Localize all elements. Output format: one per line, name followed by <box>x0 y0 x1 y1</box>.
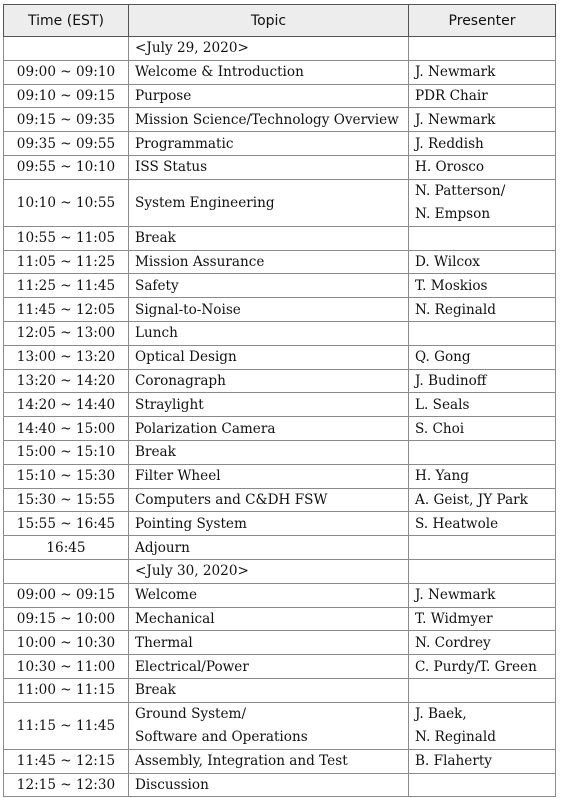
presenter-cell: T. Widmyer <box>409 607 556 631</box>
table-row <box>4 417 556 441</box>
topic-cell: Welcome & Introduction <box>129 60 409 84</box>
presenter-cell: J. Newmark <box>409 108 556 132</box>
time-cell: 09:35 ~ 09:55 <box>4 132 129 156</box>
presenter-cell: S. Heatwole <box>409 512 556 536</box>
table-row <box>4 583 556 607</box>
time-cell <box>4 559 129 583</box>
topic-cell: Mission Assurance <box>129 250 409 274</box>
agenda-body <box>4 37 556 797</box>
time-cell: 09:10 ~ 09:15 <box>4 84 129 108</box>
presenter-cell: L. Seals <box>409 393 556 417</box>
table-row <box>4 108 556 132</box>
topic-cell: Filter Wheel <box>129 464 409 488</box>
table-row <box>4 321 556 345</box>
presenter-cell <box>409 179 556 226</box>
presenter-cell: H. Orosco <box>409 155 556 179</box>
time-cell <box>4 37 129 61</box>
time-cell: 11:45 ~ 12:15 <box>4 749 129 773</box>
topic-cell: Polarization Camera <box>129 417 409 441</box>
header-time: Time (EST) <box>4 5 129 37</box>
presenter-cell: J. Newmark <box>409 583 556 607</box>
time-cell: 16:45 <box>4 536 129 560</box>
table-row <box>4 440 556 464</box>
table-row <box>4 250 556 274</box>
time-cell: 15:30 ~ 15:55 <box>4 488 129 512</box>
time-cell: 14:20 ~ 14:40 <box>4 393 129 417</box>
presenter-cell: PDR Chair <box>409 84 556 108</box>
presenter-cell: B. Flaherty <box>409 749 556 773</box>
topic-cell: ISS Status <box>129 155 409 179</box>
table-row <box>4 655 556 679</box>
presenter-cell-line: N. Empson <box>415 205 491 222</box>
table-row <box>4 464 556 488</box>
topic-cell: Coronagraph <box>129 369 409 393</box>
table-row <box>4 749 556 773</box>
presenter-cell-line: J. Baek, <box>415 705 467 722</box>
presenter-cell: Q. Gong <box>409 345 556 369</box>
topic-cell: Welcome <box>129 583 409 607</box>
presenter-cell: J. Newmark <box>409 60 556 84</box>
time-cell: 15:10 ~ 15:30 <box>4 464 129 488</box>
presenter-cell <box>409 226 556 250</box>
topic-cell: Assembly, Integration and Test <box>129 749 409 773</box>
table-row <box>4 773 556 797</box>
presenter-cell <box>409 773 556 797</box>
time-cell: 11:00 ~ 11:15 <box>4 678 129 702</box>
presenter-cell: H. Yang <box>409 464 556 488</box>
topic-cell: Break <box>129 226 409 250</box>
table-row <box>4 607 556 631</box>
presenter-cell: D. Wilcox <box>409 250 556 274</box>
topic-cell <box>129 702 409 749</box>
presenter-cell <box>409 440 556 464</box>
topic-cell: Electrical/Power <box>129 655 409 679</box>
time-cell: 09:55 ~ 10:10 <box>4 155 129 179</box>
table-row <box>4 345 556 369</box>
topic-cell: Break <box>129 678 409 702</box>
time-cell: 11:25 ~ 11:45 <box>4 274 129 298</box>
table-row <box>4 512 556 536</box>
time-cell: 09:00 ~ 09:15 <box>4 583 129 607</box>
table-row <box>4 488 556 512</box>
presenter-cell: N. Cordrey <box>409 631 556 655</box>
time-cell: 13:20 ~ 14:20 <box>4 369 129 393</box>
time-cell: 15:55 ~ 16:45 <box>4 512 129 536</box>
presenter-cell <box>409 702 556 749</box>
presenter-cell <box>409 678 556 702</box>
topic-cell: Straylight <box>129 393 409 417</box>
topic-cell: Signal-to-Noise <box>129 298 409 322</box>
presenter-cell <box>409 321 556 345</box>
topic-cell: Pointing System <box>129 512 409 536</box>
table-row <box>4 274 556 298</box>
table-row <box>4 631 556 655</box>
topic-cell: <July 30, 2020> <box>129 559 409 583</box>
time-cell: 10:00 ~ 10:30 <box>4 631 129 655</box>
time-cell: 14:40 ~ 15:00 <box>4 417 129 441</box>
topic-cell-line: Software and Operations <box>135 728 308 745</box>
presenter-cell: J. Reddish <box>409 132 556 156</box>
topic-cell: Computers and C&DH FSW <box>129 488 409 512</box>
presenter-cell: A. Geist, JY Park <box>409 488 556 512</box>
time-cell: 09:15 ~ 09:35 <box>4 108 129 132</box>
table-row <box>4 559 556 583</box>
table-row <box>4 84 556 108</box>
time-cell: 13:00 ~ 13:20 <box>4 345 129 369</box>
time-cell: 11:45 ~ 12:05 <box>4 298 129 322</box>
topic-cell: System Engineering <box>129 179 409 226</box>
table-row <box>4 37 556 61</box>
table-row <box>4 298 556 322</box>
table-row <box>4 132 556 156</box>
table-row <box>4 678 556 702</box>
topic-cell: Adjourn <box>129 536 409 560</box>
topic-cell: Safety <box>129 274 409 298</box>
presenter-cell: C. Purdy/T. Green <box>409 655 556 679</box>
presenter-cell: J. Budinoff <box>409 369 556 393</box>
time-cell: 15:00 ~ 15:10 <box>4 440 129 464</box>
presenter-cell <box>409 536 556 560</box>
topic-cell: Discussion <box>129 773 409 797</box>
table-row <box>4 536 556 560</box>
time-cell: 12:05 ~ 13:00 <box>4 321 129 345</box>
table-row <box>4 179 556 226</box>
header-topic: Topic <box>129 5 409 37</box>
presenter-cell <box>409 559 556 583</box>
topic-cell: Programmatic <box>129 132 409 156</box>
time-cell: 11:15 ~ 11:45 <box>4 702 129 749</box>
table-row <box>4 155 556 179</box>
time-cell: 09:15 ~ 10:00 <box>4 607 129 631</box>
agenda-table <box>3 4 556 797</box>
header-row <box>4 5 556 37</box>
table-row <box>4 393 556 417</box>
presenter-cell: T. Moskios <box>409 274 556 298</box>
agenda-document <box>3 4 556 797</box>
presenter-cell <box>409 37 556 61</box>
table-row <box>4 60 556 84</box>
presenter-cell-line: N. Patterson/ <box>415 182 506 199</box>
presenter-cell: S. Choi <box>409 417 556 441</box>
table-row <box>4 369 556 393</box>
topic-cell: Break <box>129 440 409 464</box>
header-presenter: Presenter <box>409 5 556 37</box>
time-cell: 09:00 ~ 09:10 <box>4 60 129 84</box>
topic-cell: Mission Science/Technology Overview <box>129 108 409 132</box>
topic-cell-line: Ground System/ <box>135 705 247 722</box>
time-cell: 10:55 ~ 11:05 <box>4 226 129 250</box>
topic-cell: <July 29, 2020> <box>129 37 409 61</box>
time-cell: 10:10 ~ 10:55 <box>4 179 129 226</box>
time-cell: 10:30 ~ 11:00 <box>4 655 129 679</box>
presenter-cell-line: N. Reginald <box>415 728 496 745</box>
table-row <box>4 702 556 749</box>
presenter-cell: N. Reginald <box>409 298 556 322</box>
topic-cell: Purpose <box>129 84 409 108</box>
topic-cell: Lunch <box>129 321 409 345</box>
topic-cell: Optical Design <box>129 345 409 369</box>
topic-cell: Thermal <box>129 631 409 655</box>
table-row <box>4 226 556 250</box>
topic-cell: Mechanical <box>129 607 409 631</box>
time-cell: 11:05 ~ 11:25 <box>4 250 129 274</box>
time-cell: 12:15 ~ 12:30 <box>4 773 129 797</box>
